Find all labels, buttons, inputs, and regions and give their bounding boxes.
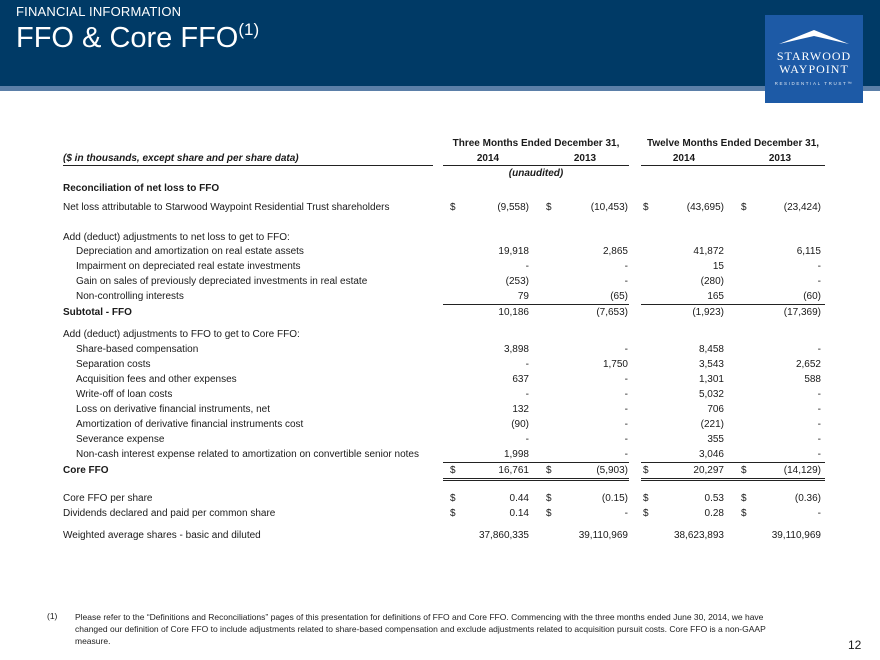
dollar-sign: $: [643, 465, 649, 476]
table-cell-value: 3,543: [698, 359, 724, 370]
table-cell-value: -: [624, 404, 628, 415]
roof-icon: [775, 27, 853, 47]
table-cell-value: -: [525, 261, 529, 272]
table-cell-value: (17,369): [783, 307, 821, 318]
row-label: Subtotal - FFO: [63, 307, 132, 318]
row-label: Core FFO: [63, 465, 109, 476]
core-ffo-bottom-rule: [641, 478, 825, 479]
table-cell-value: (14,129): [783, 465, 821, 476]
table-cell-value: -: [525, 359, 529, 370]
table-cell-value: 2,865: [602, 246, 628, 257]
subtotal-rule: [443, 304, 629, 305]
table-cell-value: 132: [512, 404, 529, 415]
row-label: Acquisition fees and other expenses: [76, 374, 237, 385]
dollar-sign: $: [741, 508, 747, 519]
table-cell-value: (43,695): [686, 202, 724, 213]
unaudited-label: (unaudited): [508, 168, 564, 179]
table-cell-value: 0.53: [704, 493, 724, 504]
table-cell-value: -: [817, 344, 821, 355]
table-cell-value: (1,923): [692, 307, 724, 318]
table-cell-value: (0.15): [601, 493, 628, 504]
year-header-1: 2014: [476, 153, 500, 164]
table-cell-value: 165: [707, 291, 724, 302]
table-cell-value: 637: [512, 374, 529, 385]
table-cell-value: 3,898: [503, 344, 529, 355]
table-cell-value: 2,652: [795, 359, 821, 370]
table-cell-value: 37,860,335: [478, 530, 529, 541]
page-title: [16, 22, 259, 55]
table-cell-value: 6,115: [796, 246, 821, 257]
table-cell-value: -: [624, 261, 628, 272]
row-label: Severance expense: [76, 434, 165, 445]
table-cell-value: -: [817, 449, 821, 460]
dollar-sign: $: [546, 202, 552, 213]
header-underline-twelve: [641, 165, 825, 166]
table-cell-value: (60): [803, 291, 821, 302]
table-cell-value: 10,186: [498, 307, 529, 318]
dollar-sign: $: [450, 465, 456, 476]
dollar-sign: $: [643, 508, 649, 519]
table-cell-value: (23,424): [783, 202, 821, 213]
subtotal-rule: [641, 304, 825, 305]
year-header-3: 2014: [672, 153, 696, 164]
table-cell-value: (90): [511, 419, 529, 430]
row-label: Net loss attributable to Starwood Waypoint Residential Trust shareholders: [63, 202, 390, 213]
table-cell-value: -: [624, 419, 628, 430]
table-cell-value: (253): [505, 276, 529, 287]
table-cell-value: 355: [707, 434, 724, 445]
table-cell-value: (9,558): [497, 202, 529, 213]
dollar-sign: $: [546, 465, 552, 476]
row-label: Impairment on depreciated real estate investments: [76, 261, 301, 272]
table-cell-value: 0.44: [509, 493, 529, 504]
table-cell-value: (10,453): [590, 202, 628, 213]
row-label: Loss on derivative financial instruments, net: [76, 404, 270, 415]
title-footnote-marker: (1): [238, 20, 260, 39]
company-logo: [765, 15, 863, 103]
section-kicker: FINANCIAL INFORMATION: [16, 4, 182, 19]
table-cell-value: 1,301: [698, 374, 724, 385]
row-label: Non-controlling interests: [76, 291, 184, 302]
dollar-sign: $: [546, 508, 552, 519]
core-ffo-top-rule: [641, 462, 825, 463]
logo-line-3: RESIDENTIAL TRUST™: [774, 81, 854, 86]
logo-line-1: STARWOOD: [776, 49, 852, 63]
group-header-three-months: Three Months Ended December 31,: [452, 138, 620, 149]
dollar-sign: $: [741, 465, 747, 476]
table-cell-value: -: [817, 276, 821, 287]
core-ffo-top-rule: [443, 462, 629, 463]
table-cell-value: (280): [700, 276, 724, 287]
year-header-4: 2013: [768, 153, 792, 164]
table-cell-value: 588: [804, 374, 821, 385]
header-underline-label: [63, 165, 433, 166]
year-header-2: 2013: [573, 153, 597, 164]
table-cell-value: 3,046: [698, 449, 724, 460]
table-cell-value: 1,750: [602, 359, 628, 370]
dollar-sign: $: [450, 493, 456, 504]
section-heading-ffo: Reconciliation of net loss to FFO: [63, 183, 220, 194]
dollar-sign: $: [546, 493, 552, 504]
table-cell-value: -: [817, 389, 821, 400]
table-cell-value: 39,110,969: [578, 530, 628, 541]
table-cell-value: 41,872: [693, 246, 724, 257]
table-cell-value: 0.28: [704, 508, 724, 519]
table-cell-value: -: [525, 389, 529, 400]
row-label: Core FFO per share: [63, 493, 153, 504]
table-cell-value: 8,458: [698, 344, 724, 355]
table-cell-value: 16,761: [498, 465, 529, 476]
footnote-marker: (1): [47, 611, 58, 621]
row-label: Amortization of derivative financial instruments cost: [76, 419, 304, 430]
table-cell-value: -: [624, 276, 628, 287]
row-label: Depreciation and amortization on real estate assets: [76, 246, 304, 257]
table-cell-value: 5,032: [698, 389, 724, 400]
row-label: Add (deduct) adjustments to net loss to get to FFO:: [63, 232, 290, 243]
dollar-sign: $: [741, 202, 747, 213]
table-cell-value: (7,653): [596, 307, 628, 318]
row-label: Separation costs: [76, 359, 151, 370]
row-label: Weighted average shares - basic and diluted: [63, 530, 261, 541]
table-cell-value: 38,623,893: [673, 530, 724, 541]
table-cell-value: -: [525, 434, 529, 445]
units-label: ($ in thousands, except share and per share data): [63, 153, 299, 164]
table-cell-value: -: [624, 508, 628, 519]
dollar-sign: $: [643, 493, 649, 504]
table-cell-value: (0.36): [794, 493, 821, 504]
table-cell-value: 1,998: [503, 449, 529, 460]
table-cell-value: -: [817, 404, 821, 415]
table-cell-value: 19,918: [498, 246, 529, 257]
row-label: Gain on sales of previously depreciated investments in real estate: [76, 276, 368, 287]
page-number: 12: [848, 638, 862, 652]
table-cell-value: -: [624, 434, 628, 445]
dollar-sign: $: [450, 202, 456, 213]
table-cell-value: 15: [712, 261, 724, 272]
table-cell-value: -: [817, 419, 821, 430]
table-cell-value: -: [624, 344, 628, 355]
core-ffo-double-rule: [641, 480, 825, 481]
table-cell-value: 39,110,969: [771, 530, 821, 541]
table-cell-value: 706: [707, 404, 724, 415]
row-label: Add (deduct) adjustments to FFO to get to Core FFO:: [63, 329, 300, 340]
header-rule: [0, 86, 880, 91]
row-label: Write-off of loan costs: [76, 389, 173, 400]
dollar-sign: $: [450, 508, 456, 519]
table-cell-value: 79: [517, 291, 529, 302]
page-title-text: FFO & Core FFO: [16, 22, 239, 54]
table-cell-value: (5,903): [596, 465, 628, 476]
table-cell-value: -: [624, 389, 628, 400]
table-cell-value: -: [624, 449, 628, 460]
table-cell-value: 20,297: [693, 465, 724, 476]
row-label: Non-cash interest expense related to amortization on convertible senior notes: [76, 449, 419, 460]
core-ffo-double-rule: [443, 480, 629, 481]
table-cell-value: -: [817, 261, 821, 272]
table-cell-value: 0.14: [509, 508, 529, 519]
table-cell-value: (221): [700, 419, 724, 430]
dollar-sign: $: [643, 202, 649, 213]
core-ffo-bottom-rule: [443, 478, 629, 479]
table-cell-value: (65): [610, 291, 628, 302]
logo-line-2: WAYPOINT: [779, 62, 849, 76]
dollar-sign: $: [741, 493, 747, 504]
header-underline-three: [443, 165, 629, 166]
group-header-twelve-months: Twelve Months Ended December 31,: [646, 138, 820, 149]
table-cell-value: -: [817, 508, 821, 519]
row-label: Dividends declared and paid per common share: [63, 508, 276, 519]
table-cell-value: -: [817, 434, 821, 445]
row-label: Share-based compensation: [76, 344, 199, 355]
table-cell-value: -: [624, 374, 628, 385]
footnote-text: Please refer to the “Definitions and Reconciliations” pages of this presentation for definitions of FFO and Core FFO. Commencing with the three months ended June 30, 2014, we have changed our definition of Core FFO to include adjustments related to share-based compensation and exclude adjustments related to acquisition pursuit costs. Core FFO is a non-GAAP measure.: [75, 612, 766, 646]
